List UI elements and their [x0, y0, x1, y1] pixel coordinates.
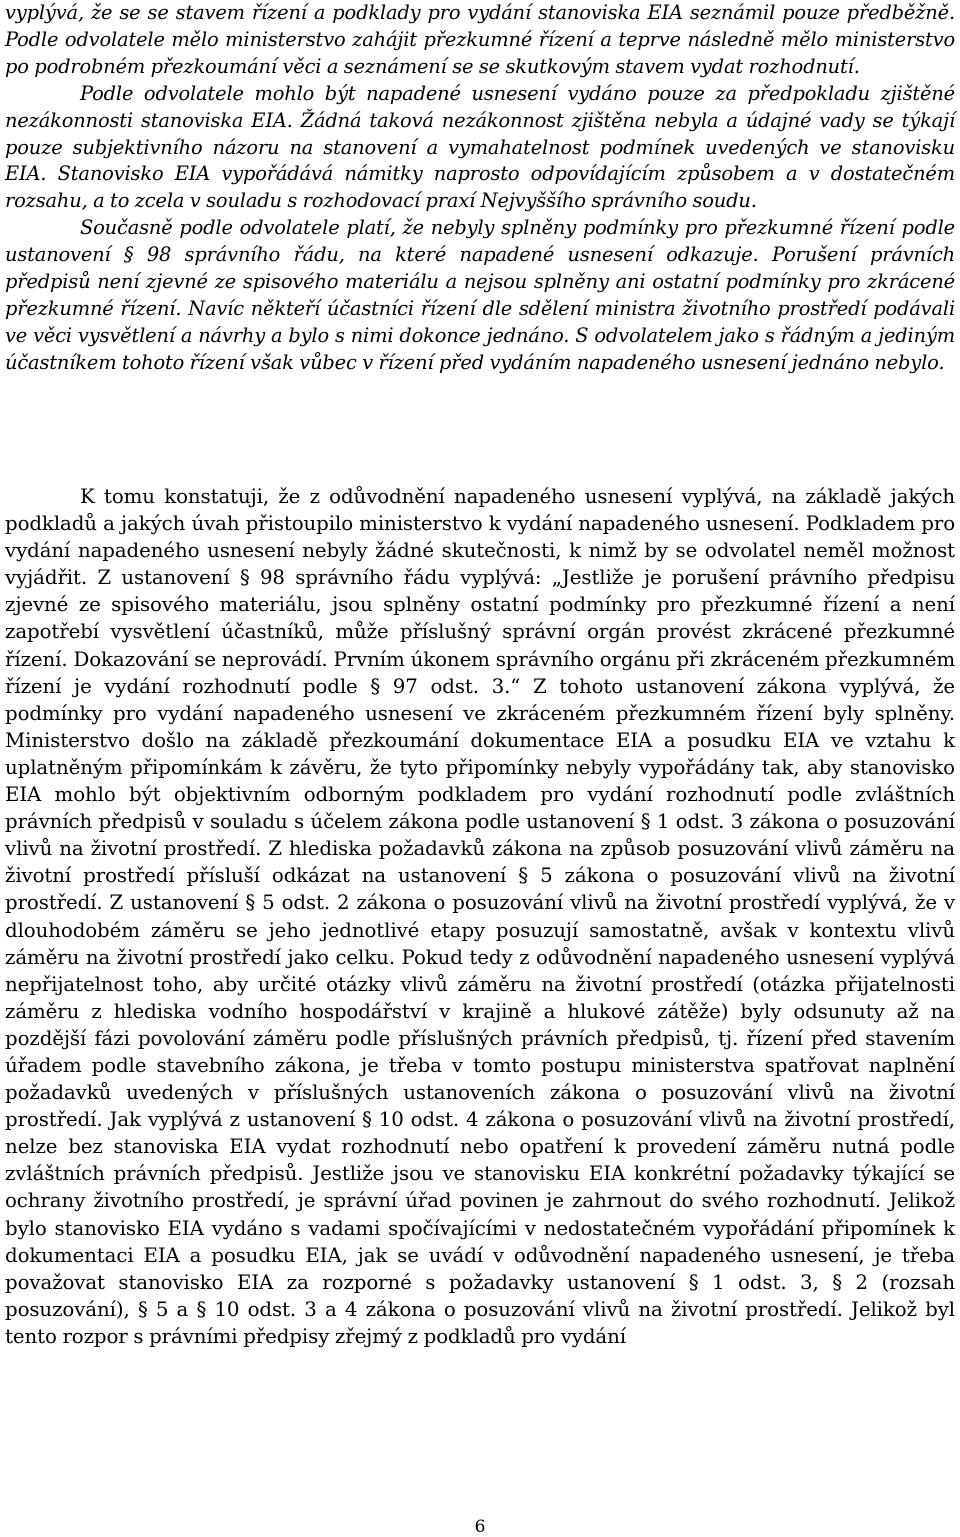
- page-number: 6: [474, 1517, 486, 1537]
- main-paragraph: K tomu konstatuji, že z odůvodnění napadeného usnesení vyplývá, na základě jakých podkladů a jakých úvah přistoupilo ministerstvo k vydání napadeného usnesení. Podkladem pro vydání napadeného usnesení nebyly žádné skutečnosti, k nimž by se odvolatel neměl možnost vyjádřit. Z ustanovení § 98 správního řádu vyplývá: „Jestliže je porušení právního předpisu zjevné ze spisového materiálu, jsou splněny ostatní podmínky pro přezkumné řízení a není zapotřebí vysvětlení účastníků, může příslušný správní orgán provést zkrácené přezkumné řízení. Dokazování se neprovádí. Prvním úkonem správního orgánu při zkráceném přezkumném řízení je vydání rozhodnutí podle § 97 odst. 3.“ Z tohoto ustanovení zákona vyplývá, že podmínky pro vydání napadeného usnesení ve zkráceném přezkumném řízení byly splněny. Ministerstvo došlo na základě přezkoumání dokumentace EIA a posudku EIA ve vztahu k uplatněným připomínkám k závěru, že tyto připomínky nebyly vypořádány tak, aby stanovisko EIA mohlo být objektivním odborným podkladem pro vydání rozhodnutí podle zvláštních právních předpisů v souladu s účelem zákona podle ustanovení § 1 odst. 3 zákona o posuzování vlivů na životní prostředí. Z hlediska požadavků zákona na způsob posuzování vlivů záměru na životní prostředí přísluší odkázat na ustanovení § 5 zákona o posuzování vlivů na životní prostředí. Z ustanovení § 5 odst. 2 zákona o posuzování vlivů na životní prostředí vyplývá, že v dlouhodobém záměru se jeho jednotlivé etapy posuzují samostatně, avšak v kontextu vlivů záměru na životní prostředí jako celku. Pokud tedy z odůvodnění napadeného usnesení vyplývá nepřijatelnost toho, aby určité otázky vlivů záměru na životní prostředí (otázka přijatelnosti záměru z hlediska vodního hospodářství v krajině a hlukové zátěže) byly odsunuty až na pozdější fázi povolování záměru podle příslušných právních předpisů, tj. řízení před stavením úřadem podle stavebního zákona, je třeba v tomto postupu ministerstva spatřovat naplnění požadavků uvedených v příslušných ustanoveních zákona o posuzování vlivů na životní prostředí. Jak vyplývá z ustanovení § 10 odst. 4 zákona o posuzování vlivů na životní prostředí, nelze bez stanoviska EIA vydat rozhodnutí nebo opatření k provedení záměru nutná podle zvláštních právních předpisů. Jestliže jsou ve stanovisku EIA konkrétní požadavky týkající se ochrany životního prostředí, je správní úřad povinen je zahrnout do svého rozhodnutí. Jelikož bylo stanovisko EIA vydáno s vadami spočívajícími v nedostatečném vypořádání připomínek k dokumentaci EIA a posudku EIA, jak se uvádí v odůvodnění napadeného usnesení, je třeba považovat stanovisko EIA za rozporné s požadavky ustanovení § 1 odst. 3, § 2 (rozsah posuzování), § 5 a § 10 odst. 3 a 4 zákona o posuzování vlivů na životní prostředí. Jelikož byl tento rozpor s právními předpisy zřejmý z podkladů pro vydání: [5, 485, 955, 1348]
- italic-paragraph-1: vyplývá, že se se stavem řízení a podklady pro vydání stanoviska EIA seznámil pouze předběžně. Podle odvolatele mělo ministerstvo zahájit přezkumné řízení a teprve následně mělo ministerstvo po podrobném přezkoumání věci a seznámení se se skutkovým stavem vydat rozhodnutí.: [5, 1, 955, 78]
- italic-paragraph-3: Současně podle odvolatele platí, že nebyly splněny podmínky pro přezkumné řízení podle ustanovení § 98 správního řádu, na které napadené usnesení odkazuje. Porušení právních předpisů není zjevné ze spisového materiálu a nejsou splněny ani ostatní podmínky pro zkrácené přezkumné řízení. Navíc někteří účastníci řízení dle sdělení ministra životního prostředí podávali ve věci vysvětlení a návrhy a bylo s nimi dokonce jednáno. S odvolatelem jako s řádným a jediným účastníkem tohoto řízení však vůbec v řízení před vydáním napadeného usnesení jednáno nebylo.: [5, 216, 955, 374]
- odvolatel-arguments-section: [5, 0, 955, 377]
- italic-paragraph-2: Podle odvolatele mohlo být napadené usnesení vydáno pouze za předpokladu zjištěné nezákonnosti stanoviska EIA. Žádná taková nezákonnost zjištěna nebyla a údajné vady se týkají pouze subjektivního názoru na stanovení a vymahatelnost podmínek uvedených ve stanovisku EIA. Stanovisko EIA vypořádává námitky naprosto odpovídajícím způsobem a v dostatečném rozsahu, a to zcela v souladu s rozhodovací praxí Nejvyššího správního soudu.: [5, 81, 955, 213]
- ministry-response-section: [5, 483, 955, 1350]
